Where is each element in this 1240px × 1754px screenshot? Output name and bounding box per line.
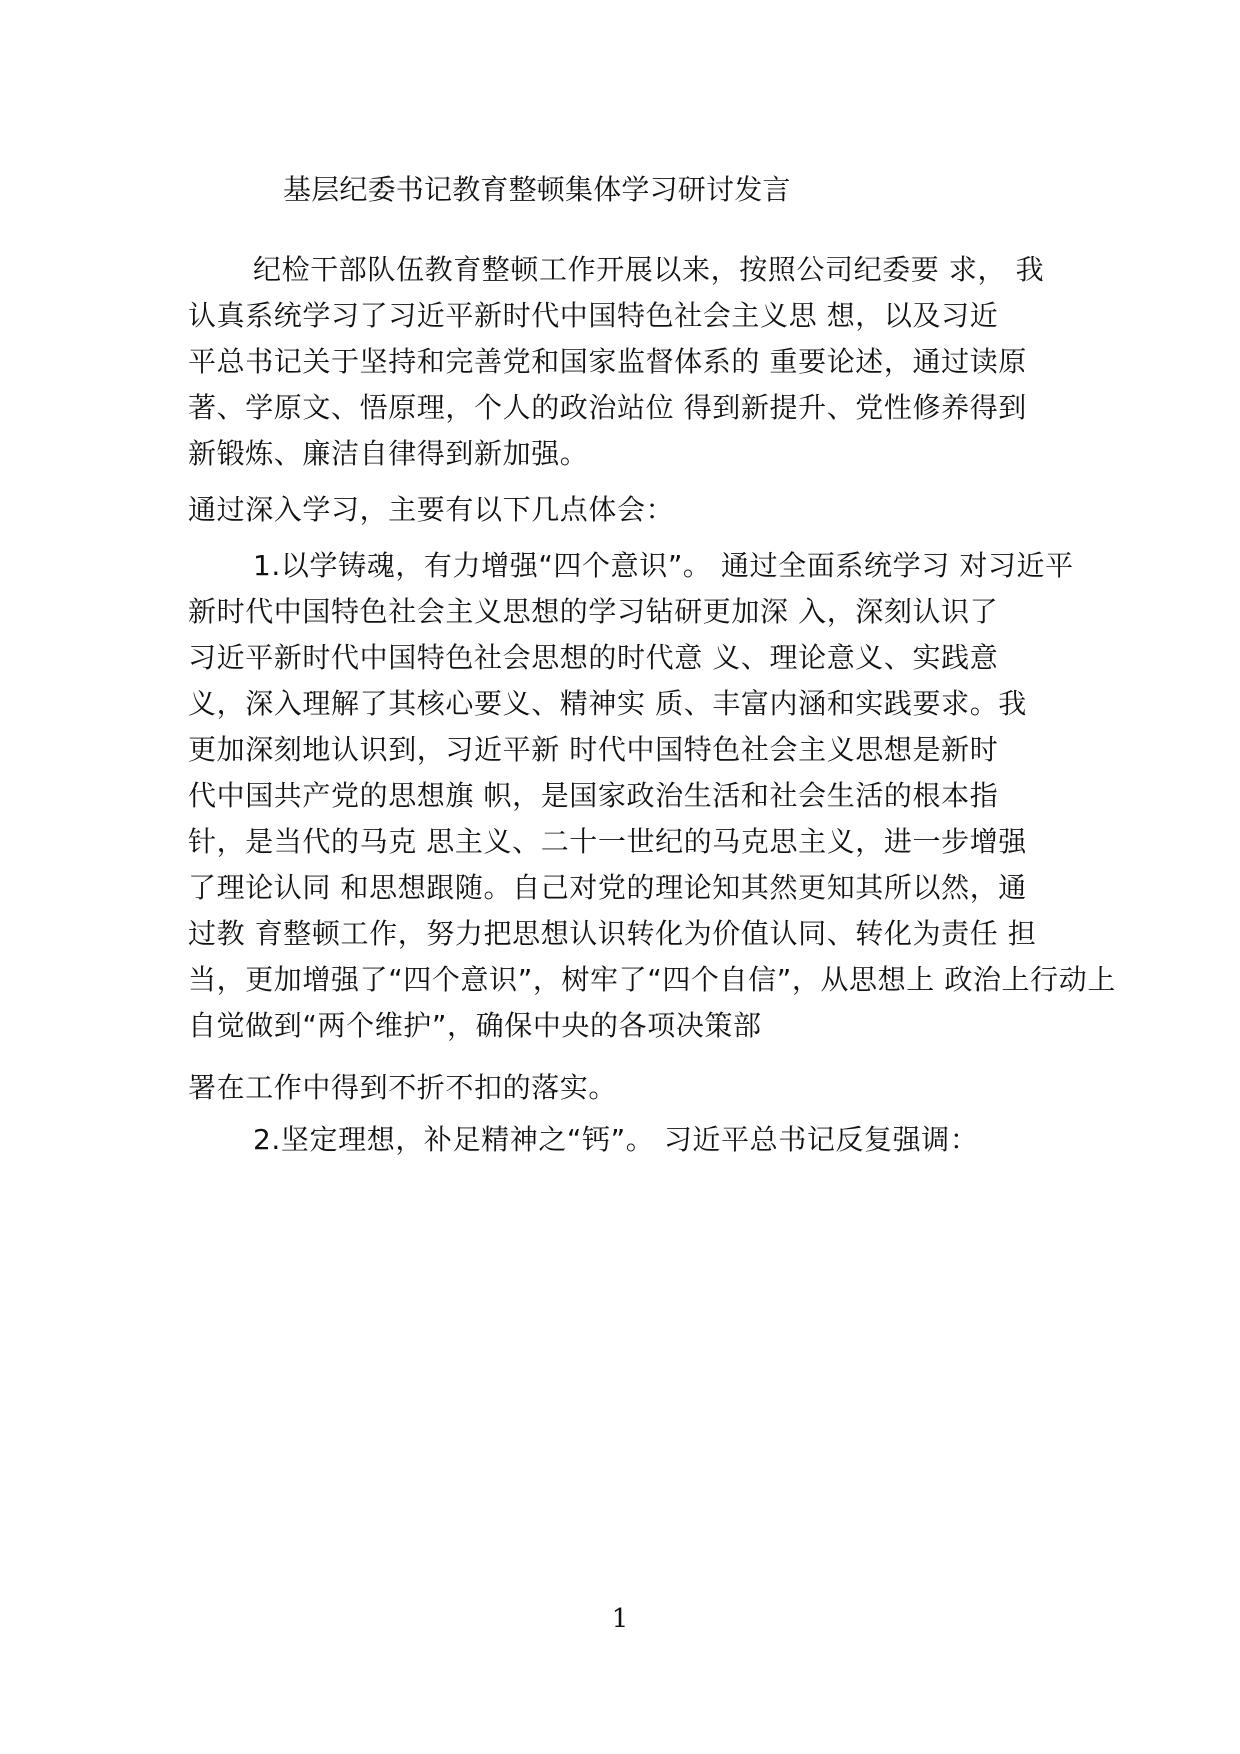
point-1-line-4: 义，深入理解了其核心要义、精神实 质、丰富内涵和实践要求。我: [188, 687, 1027, 720]
page-number: 1: [611, 1604, 629, 1634]
paragraph-1-line-5: 新锻炼、廉洁自律得到新加强。: [188, 437, 589, 470]
point-1-line-9: 过教 育整顿工作，努力把思想认识转化为价值认同、转化为责任 担: [188, 917, 1037, 950]
paragraph-1-line-2: 认真系统学习了习近平新时代中国特色社会主义思 想，以及习近: [188, 299, 999, 332]
point-1-line-6: 代中国共产党的思想旗 帜，是国家政治生活和社会生活的根本指: [188, 779, 999, 812]
paragraph-1-line-1: 纪检干部队伍教育整顿工作开展以来，按照公司纪委要 求， 我: [253, 253, 1045, 286]
point-1-ending: 署在工作中得到不折不扣的落实。: [188, 1071, 618, 1104]
paragraph-1-line-4: 著、学原文、悟原理，个人的政治站位 得到新提升、党性修养得到: [188, 391, 1027, 424]
point-1-line-3: 习近平新时代中国特色社会思想的时代意 义、理论意义、实践意: [188, 641, 999, 674]
document-title: 基层纪委书记教育整顿集体学习研讨发言: [283, 173, 791, 206]
paragraph-1-line-3: 平总书记关于坚持和完善党和国家监督体系的 重要论述，通过读原: [188, 345, 1027, 378]
intro-line: 通过深入学习，主要有以下几点体会：: [188, 493, 675, 526]
point-1-line-1: 1.以学铸魂，有力增强“四个意识”。 通过全面系统学习 对习近平: [253, 549, 1074, 582]
point-1-line-2: 新时代中国特色社会主义思想的学习钻研更加深 入，深刻认识了: [188, 595, 999, 628]
point-1-line-11: 自觉做到“两个维护”，确保中央的各项决策部: [188, 1009, 762, 1042]
point-1-line-5: 更加深刻地认识到，习近平新 时代中国特色社会主义思想是新时: [188, 733, 999, 766]
point-2-line-1: 2.坚定理想，补足精神之“钙”。 习近平总书记反复强调：: [253, 1123, 979, 1156]
point-1-line-8: 了理论认同 和思想跟随。自己对党的理论知其然更知其所以然，通: [188, 871, 1027, 904]
point-1-line-7: 针，是当代的马克 思主义、二十一世纪的马克思主义，进一步增强: [188, 825, 1027, 858]
point-1-line-10: 当，更加增强了“四个意识”，树牢了“四个自信”，从思想上 政治上行动上: [188, 963, 1116, 996]
